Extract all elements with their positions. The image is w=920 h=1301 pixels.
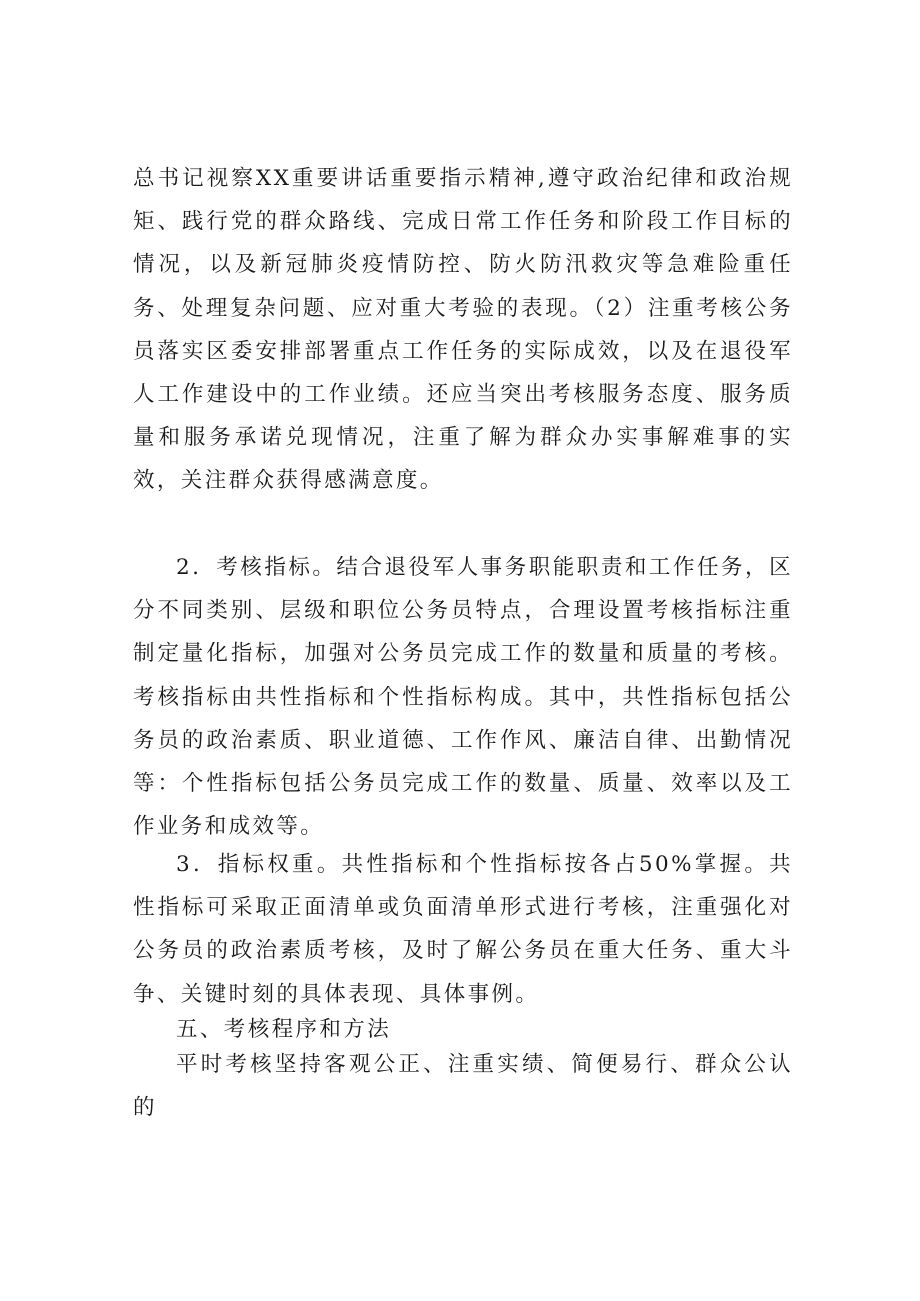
body-paragraph-item-3: 3．指标权重。共性指标和个性指标按各占50%掌握。共性指标可采取正面清单或负面清单形式进行考核，注重强化对公务员的政治素质考核，及时了解公务员在重大任务、重大斗争、关键时刻的具体表现、具体事例。 bbox=[133, 852, 793, 1007]
body-paragraph-continued: 总书记视察XX重要讲话重要指示精神,遵守政治纪律和政治规矩、践行党的群众路线、完成日常工作任务和阶段工作目标的情况，以及新冠肺炎疫情防控、防火防汛救灾等急难险重任务、处理复杂问题、应对重大考验的表现。（2）注重考核公务员落实区委安排部署重点工作任务的实际成效，以及在退役军人工作建设中的工作业绩。还应当突出考核服务态度、服务质量和服务承诺兑现情况，注重了解为群众办实事解难事的实效，关注群众获得感满意度。 bbox=[133, 166, 793, 494]
body-paragraph-item-2: 2．考核指标。结合退役军人事务职能职责和工作任务，区分不同类别、层级和职位公务员特点，合理设置考核指标注重制定量化指标，加强对公务员完成工作的数量和质量的考核。考核指标由共性指标和个性指标构成。其中，共性指标包括公务员的政治素质、职业道德、工作作风、廉洁自律、出勤情况等：个性指标包括公务员完成工作的数量、质量、效率以及工作业务和成效等。 bbox=[133, 555, 793, 840]
section-heading: 五、考核程序和方法 bbox=[176, 1017, 392, 1042]
body-paragraph-last: 平时考核坚持客观公正、注重实绩、简便易行、群众公认的 bbox=[133, 1052, 793, 1121]
